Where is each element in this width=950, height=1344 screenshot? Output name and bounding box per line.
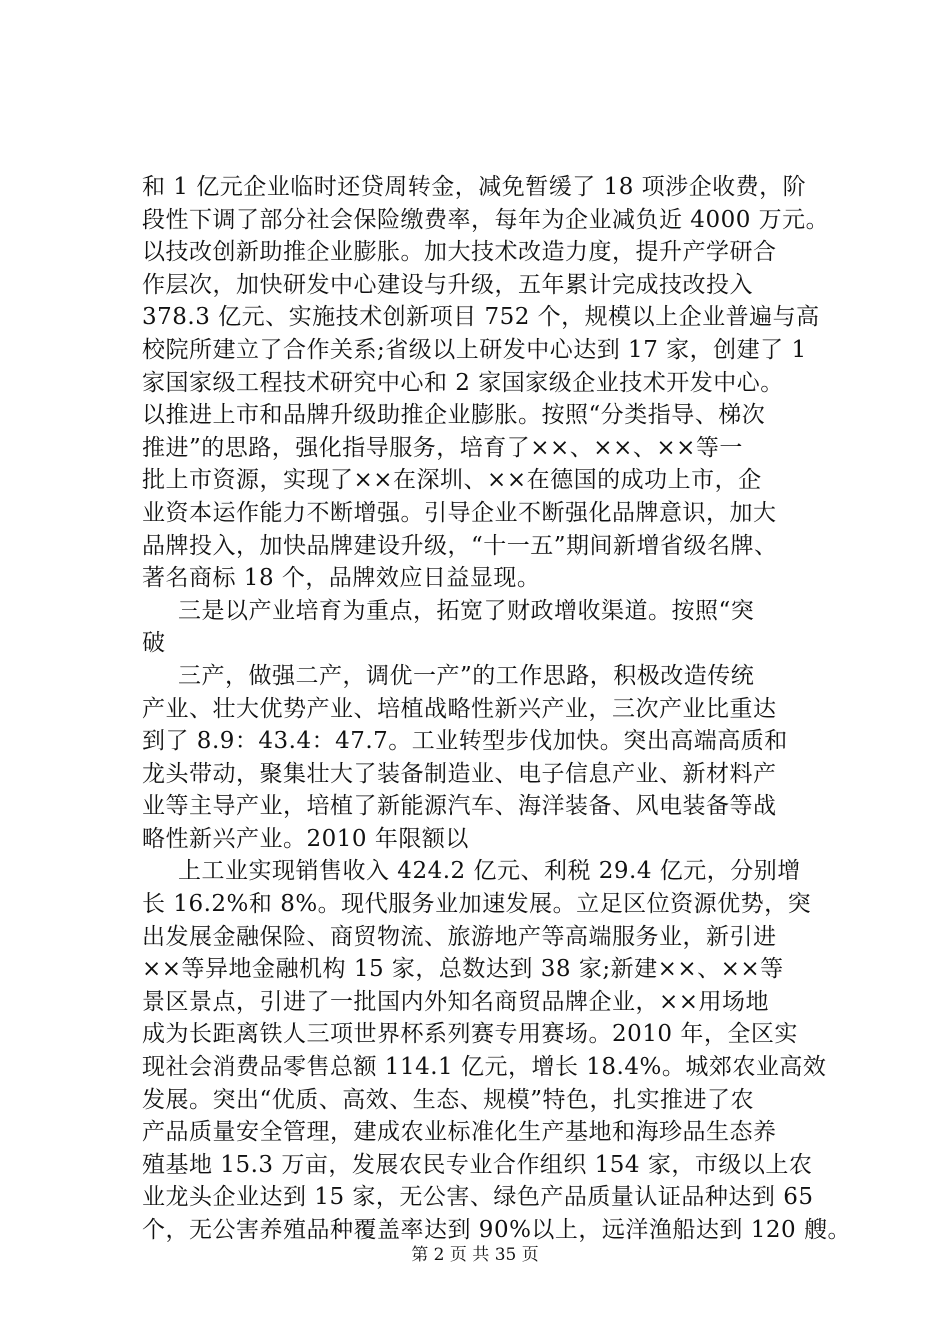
text-line: 成为长距离铁人三项世界杯系列赛专用赛场。2010 年，全区实 bbox=[142, 1021, 798, 1048]
text-line: 著名商标 18 个，品牌效应日益显现。 bbox=[142, 565, 541, 592]
text-line: 发展。突出“优质、高效、生态、规模”特色，扎实推进了农 bbox=[142, 1086, 755, 1113]
body-text bbox=[142, 171, 851, 1247]
text-line: 产品质量安全管理，建成农业标准化生产基地和海珍品生态养 bbox=[142, 1119, 777, 1146]
text-line: 以推进上市和品牌升级助推企业膨胀。按照“分类指导、梯次 bbox=[142, 402, 766, 429]
text-line: ××等异地金融机构 15 家，总数达到 38 家;新建××、××等 bbox=[142, 956, 784, 983]
text-line: 上工业实现销售收入 424.2 亿元、利税 29.4 亿元，分别增 bbox=[178, 858, 801, 885]
text-line: 长 16.2%和 8%。现代服务业加速发展。立足区位资源优势，突 bbox=[142, 891, 812, 918]
text-line: 现社会消费品零售总额 114.1 亿元，增长 18.4%。城郊农业高效 bbox=[142, 1054, 827, 1081]
text-line: 三产，做强二产，调优一产”的工作思路，积极改造传统 bbox=[178, 662, 755, 689]
text-line: 业资本运作能力不断增强。引导企业不断强化品牌意识，加大 bbox=[142, 499, 777, 526]
text-line: 出发展金融保险、商贸物流、旅游地产等高端服务业，新引进 bbox=[142, 923, 777, 950]
text-line: 品牌投入，加快品牌建设升级，“十一五”期间新增省级名牌、 bbox=[142, 532, 778, 559]
text-line: 殖基地 15.3 万亩，发展农民专业合作组织 154 家，市级以上农 bbox=[142, 1151, 813, 1178]
text-line: 三是以产业培育为重点，拓宽了财政增收渠道。按照“突 bbox=[178, 597, 755, 624]
text-line: 业等主导产业，培植了新能源汽车、海洋装备、风电装备等战 bbox=[142, 793, 777, 820]
text-line: 段性下调了部分社会保险缴费率，每年为企业减负近 4000 万元。 bbox=[142, 206, 830, 233]
text-line: 业龙头企业达到 15 家，无公害、绿色产品质量认证品种达到 65 bbox=[142, 1184, 814, 1211]
text-line: 家国家级工程技术研究中心和 2 家国家级企业技术开发中心。 bbox=[142, 369, 784, 396]
text-line: 作层次，加快研发中心建设与升级，五年累计完成技改投入 bbox=[142, 271, 753, 298]
text-line: 校院所建立了合作关系;省级以上研发中心达到 17 家，创建了 1 bbox=[142, 336, 807, 363]
text-line: 破 bbox=[142, 630, 166, 657]
text-line: 个，无公害养殖品种覆盖率达到 90%以上，远洋渔船达到 120 艘。 bbox=[142, 1217, 851, 1243]
text-line: 和 1 亿元企业临时还贷周转金，减免暂缓了 18 项涉企收费，阶 bbox=[142, 174, 807, 200]
text-line: 产业、壮大优势产业、培植战略性新兴产业，三次产业比重达 bbox=[142, 695, 777, 722]
text-line: 景区景点，引进了一批国内外知名商贸品牌企业，××用场地 bbox=[142, 988, 770, 1015]
text-line: 批上市资源，实现了××在深圳、××在德国的成功上市，企 bbox=[142, 467, 762, 494]
page-number-footer: 第 2 页 共 35 页 bbox=[411, 1245, 539, 1265]
text-line: 到了 8.9：43.4：47.7。工业转型步伐加快。突出高端高质和 bbox=[142, 728, 788, 755]
text-line: 以技改创新助推企业膨胀。加大技术改造力度，提升产学研合 bbox=[142, 239, 777, 266]
text-line: 推进”的思路，强化指导服务，培育了××、××、××等一 bbox=[142, 434, 743, 461]
text-line: 龙头带动，聚集壮大了装备制造业、电子信息产业、新材料产 bbox=[142, 760, 777, 787]
text-line: 378.3 亿元、实施技术创新项目 752 个，规模以上企业普遍与高 bbox=[142, 304, 820, 331]
text-line: 略性新兴产业。2010 年限额以 bbox=[142, 825, 469, 852]
